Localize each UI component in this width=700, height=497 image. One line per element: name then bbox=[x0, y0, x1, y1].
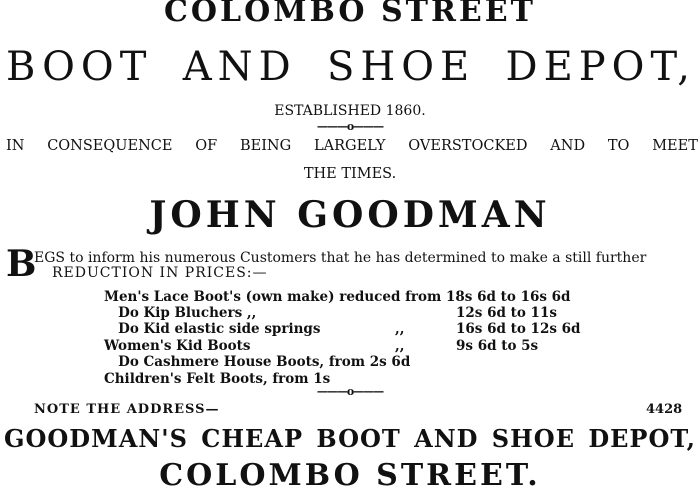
consequence-word: BEING bbox=[239, 138, 292, 154]
depot-word: DEPOT, bbox=[505, 44, 696, 90]
the-times-line: THE TIMES. bbox=[303, 166, 397, 182]
ornamental-rule: ———o——— bbox=[316, 385, 384, 398]
price-item: Men's Lace Boot's (own make) reduced from 18s 6d to 16s 6d bbox=[104, 289, 571, 305]
depot-word: AND bbox=[182, 44, 297, 90]
price-range: 12s 6d to 11s bbox=[456, 305, 557, 321]
street-heading-bottom: COLOMBO STREET. bbox=[159, 458, 541, 493]
cheap-word: BOOT bbox=[316, 424, 401, 453]
begs-text: EGS to inform his numerous Customers that he has determined to make a still further bbox=[34, 250, 647, 266]
price-item: Women's Kid Boots bbox=[104, 338, 251, 354]
depot-word: BOOT bbox=[6, 44, 153, 90]
ditto-mark: ,, bbox=[395, 338, 405, 354]
consequence-word: CONSEQUENCE bbox=[47, 138, 173, 154]
proprietor-name: JOHN GOODMAN bbox=[149, 194, 551, 236]
price-item: Children's Felt Boots, from 1s bbox=[104, 371, 331, 387]
price-item-text: Do Cashmere House Boots, from 2s 6d bbox=[118, 354, 411, 370]
ornamental-rule: ———o——— bbox=[316, 120, 384, 133]
consequence-line bbox=[6, 138, 698, 154]
cheap-word: DEPOT, bbox=[588, 424, 696, 453]
address-note: NOTE THE ADDRESS— bbox=[34, 402, 220, 417]
price-item bbox=[104, 354, 410, 370]
ditto-mark: ,, bbox=[395, 321, 405, 337]
consequence-word: OVERSTOCKED bbox=[408, 138, 528, 154]
consequence-word: IN bbox=[6, 138, 25, 154]
drop-cap: B bbox=[6, 243, 37, 285]
cheap-word: CHEAP bbox=[201, 424, 304, 453]
consequence-word: OF bbox=[195, 138, 218, 154]
established-line: ESTABLISHED 1860. bbox=[274, 103, 426, 119]
price-range: 9s 6d to 5s bbox=[456, 338, 539, 354]
consequence-word: TO bbox=[607, 138, 630, 154]
price-item bbox=[104, 305, 256, 321]
cheap-word: SHOE bbox=[491, 424, 575, 453]
price-item-text: Do Kip Bluchers ,, bbox=[118, 305, 257, 321]
reduction-heading: REDUCTION IN PRICES:— bbox=[52, 265, 268, 281]
price-item-text: Do Kid elastic side springs bbox=[118, 321, 321, 337]
ad-number: 4428 bbox=[646, 402, 683, 417]
street-heading-top: COLOMBO STREET bbox=[164, 0, 536, 29]
consequence-word: LARGELY bbox=[314, 138, 386, 154]
cheap-word: GOODMAN'S bbox=[4, 424, 188, 453]
price-range: 16s 6d to 12s 6d bbox=[456, 321, 581, 337]
consequence-word: AND bbox=[550, 138, 586, 154]
cheap-depot-heading bbox=[4, 424, 696, 453]
cheap-word: AND bbox=[414, 424, 479, 453]
depot-heading bbox=[6, 44, 696, 90]
price-item bbox=[104, 321, 320, 337]
consequence-word: MEET bbox=[652, 138, 698, 154]
depot-word: SHOE bbox=[326, 44, 476, 90]
